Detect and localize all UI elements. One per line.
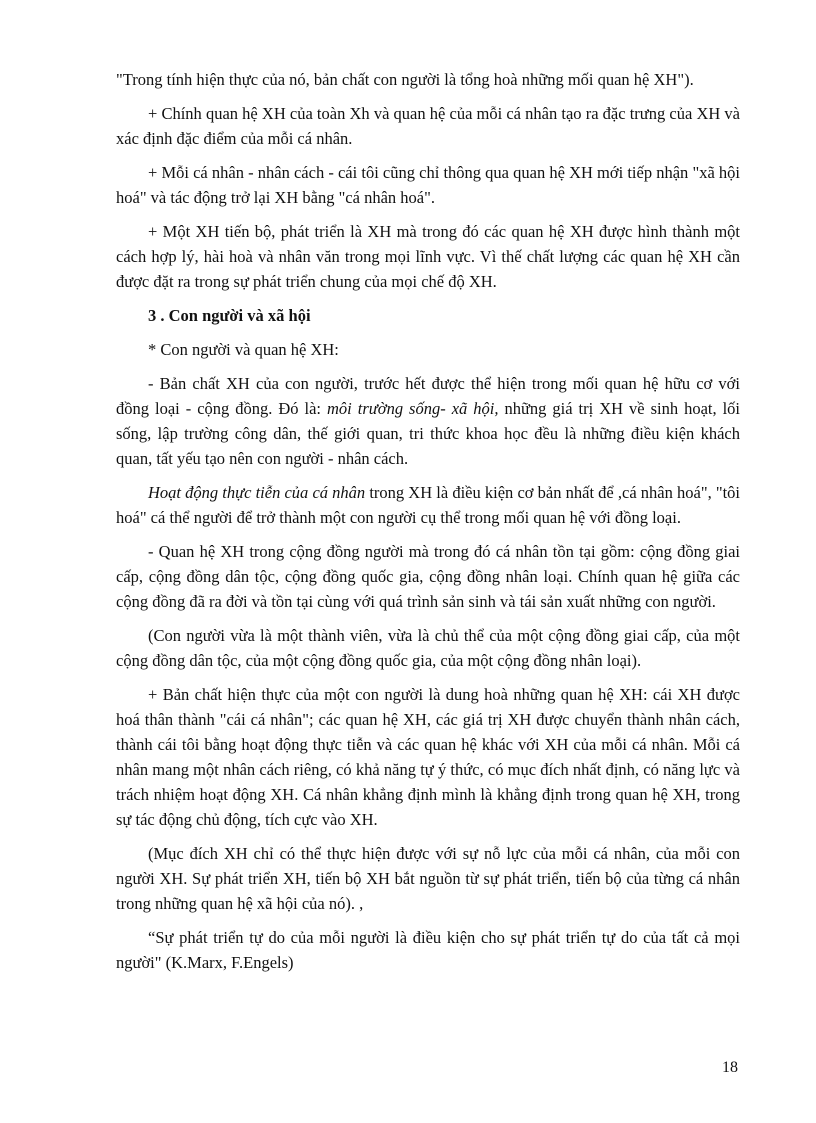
paragraph: + Chính quan hệ XH của toàn Xh và quan hệ của mỗi cá nhân tạo ra đặc trưng của XH và xác định đặc điểm của mỗi cá nhân. [116, 104, 740, 148]
paragraph: + Mỗi cá nhân - nhân cách - cái tôi cũng chỉ thông qua quan hệ XH mới tiếp nhận "xã hội hoá" và tác động trở lại XH bằng "cá nhân hoá". [116, 163, 740, 207]
paragraph [116, 371, 740, 471]
paragraph: "Trong tính hiện thực của nó, bản chất con người là tổng hoà những mối quan hệ XH"). [116, 70, 694, 89]
paragraph: * Con người và quan hệ XH: [148, 340, 339, 359]
paragraph: + Bản chất hiện thực của một con người là dung hoà những quan hệ XH: cái XH được hoá thân thành "cái cá nhân"; các quan hệ XH, các giá trị XH được chuyển thành nhân cách, thành cái tôi bằng hoạt động thực tiễn và các quan hệ khác với XH của mỗi cá nhân. Mỗi cá nhân mang một nhân cách riêng, có khả năng tự ý thức, có mục đích nhất định, có năng lực và trách nhiệm hoạt động XH. Cá nhân khẳng định mình là khẳng định trong quan hệ XH, trong sự tác động chủ động, tích cực vào XH. [116, 685, 740, 829]
paragraph: - Quan hệ XH trong cộng đồng người mà trong đó cá nhân tồn tại gồm: cộng đồng giai cấp, cộng đồng dân tộc, cộng đồng quốc gia, cộng đồng nhân loại. Chính quan hệ giữa các cộng đồng đã ra đời và tồn tại cùng với quá trình sản sinh và tái sản xuất những con người. [116, 542, 740, 611]
section-heading: 3 . Con người và xã hội [148, 306, 311, 325]
paragraph-text: những giá trị XH về sinh hoạt, lối sống, lập trường công dân, thế giới quan, tri thức khoa học đều là những điều kiện khách quan, tất yếu tạo nên con người - nhân cách. [116, 399, 741, 468]
paragraph: (Mục đích XH chỉ có thể thực hiện được với sự nỗ lực của mỗi cá nhân, của mỗi con người XH. Sự phát triển XH, tiến bộ XH bắt nguồn từ sự phát triển, tiến bộ của từng cá nhân trong những quan hệ xã hội của nó). , [116, 844, 740, 913]
paragraph-text: trong XH là điều kiện cơ bản nhất để ,cá nhân hoá", "tôi hoá" cá thể người để trở thành một con người cụ thể trong mối quan hệ với đồng loại. [116, 483, 741, 527]
paragraph [116, 480, 740, 530]
italic-phrase: môi trường sống- xã hội, [327, 399, 499, 418]
italic-phrase: Hoạt động thực tiễn của cá nhân [148, 483, 366, 502]
paragraph-text: - Bản chất XH của con người, trước hết được thể hiện trong mối quan hệ hữu cơ với đồng loại - cộng đồng. Đó là: [116, 374, 740, 418]
paragraph: (Con người vừa là một thành viên, vừa là chủ thể của một cộng đồng giai cấp, của một cộng đồng dân tộc, của một cộng đồng quốc gia, của một cộng đồng nhân loại). [116, 626, 740, 670]
paragraph: + Một XH tiến bộ, phát triển là XH mà trong đó các quan hệ XH được hình thành một cách hợp lý, hài hoà và nhân văn trong mọi lĩnh vực. Vì thế chất lượng các quan hệ XH cần được đặt ra trong sự phát triển chung của mọi chế độ XH. [116, 222, 740, 291]
quote-paragraph: “Sự phát triển tự do của mỗi người là điều kiện cho sự phát triển tự do của tất cả mọi người" (K.Marx, F.Engels) [116, 928, 740, 972]
page-number: 18 [722, 1059, 738, 1076]
